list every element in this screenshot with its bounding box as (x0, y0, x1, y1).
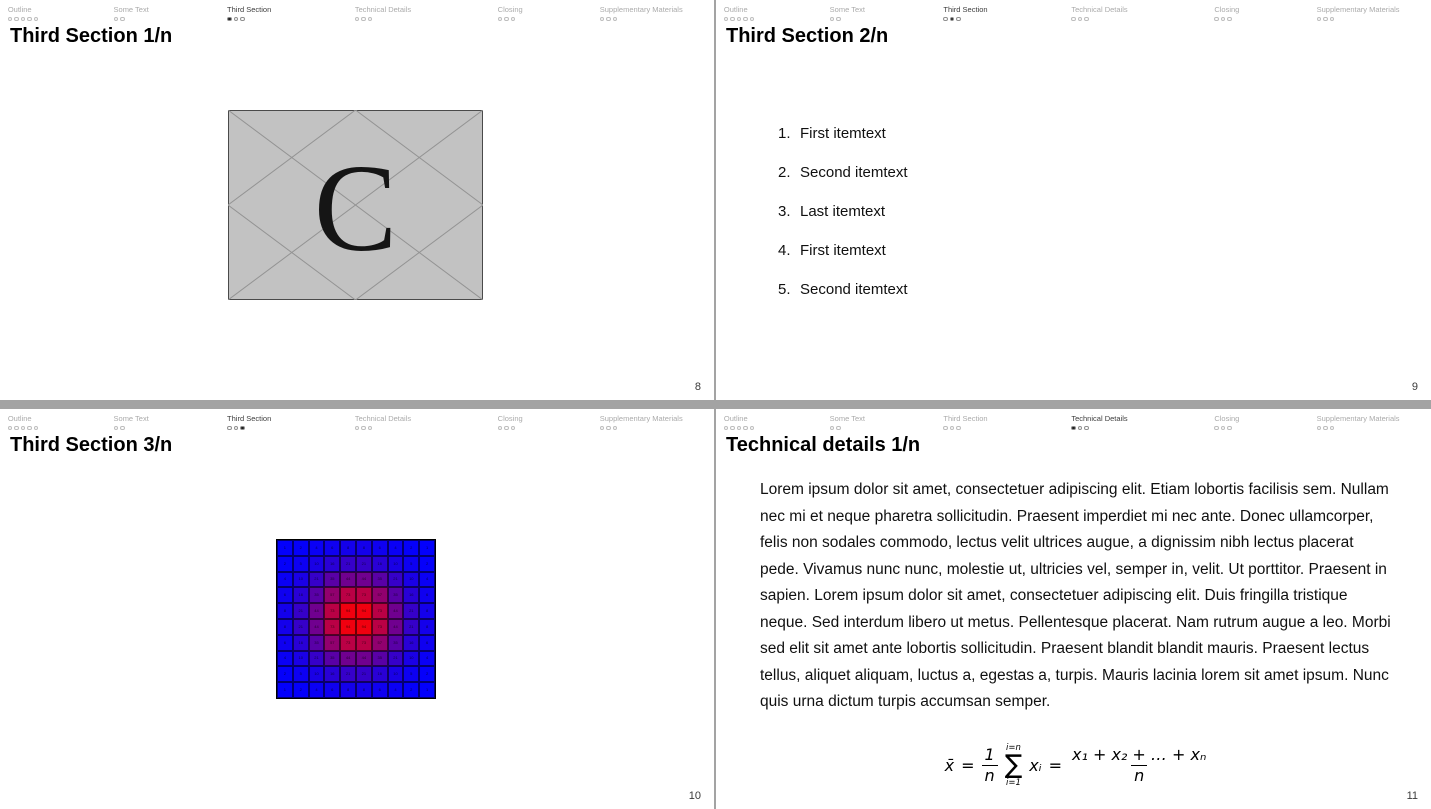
nav-section-supplementary-materials[interactable] (1317, 414, 1400, 430)
slide-dot[interactable] (956, 426, 961, 431)
heatmap-cell: 21 (388, 572, 404, 588)
slide-dot[interactable] (227, 426, 232, 431)
slide-dot[interactable] (14, 426, 19, 431)
heatmap-cell: 2 (277, 666, 293, 682)
heatmap-cell: 8 (340, 540, 356, 556)
slide-dots (355, 426, 411, 431)
heatmap-cell: 2 (403, 540, 419, 556)
slide-dot[interactable] (1227, 17, 1232, 22)
slide-dot[interactable] (368, 17, 373, 22)
nav-section-technical-details[interactable] (1071, 5, 1127, 21)
slide-dot[interactable] (600, 17, 605, 22)
heatmap-cell: 8 (419, 603, 435, 619)
slide-title: Third Section 3/n (10, 434, 173, 456)
heatmap-cell: 6 (277, 635, 293, 651)
example-image-placeholder (228, 110, 483, 300)
heatmap-cell: 44 (388, 619, 404, 635)
nav-section-outline[interactable] (724, 5, 755, 21)
nav-section-label: Supplementary Materials (599, 414, 683, 423)
slide-dot[interactable] (613, 426, 618, 431)
page-number: 10 (688, 790, 701, 802)
nav-section-label: Outline (723, 414, 748, 423)
list-item (778, 242, 908, 260)
slide-dot[interactable] (1084, 17, 1089, 22)
heatmap-cell: 44 (356, 651, 372, 667)
slide-dots (8, 17, 39, 22)
body-paragraph: Lorem ipsum dolor sit amet, consectetuer adipiscing elit. Etiam lobortis facilisis sem. Nullam nec mi et neque pharetra sollicitudin. Praesent imperdiet mi nec ante. Donec ullamcorper, felis non sodales commodo, lectus velit ultrices augue, a dignissim nibh lectus placerat pede. Vivamus nunc nunc, molestie ut, ultricies vel, semper in, velit. Ut porttitor. Praesent in sapien. Lorem ipsum dolor sit amet, consectetuer adipiscing elit. Duis fringilla tristique neque. Sed interdum libero ut metus. Pellentesque placerat. Nam rutrum augue a leo. Morbi sed elit sit amet ante lobortis sollicitudin. Praesent blandit blandit mauris. Praesent lectus tellus, aliquet aliquam, luctus a, egestas a, turpis. Mauris lacinia lorem sit amet ipsum. Nunc quis urna dictum turpis accumsan semper. (760, 481, 1391, 710)
slide-dots (600, 426, 683, 431)
slide-dots (830, 17, 865, 22)
slide-dot[interactable] (120, 426, 125, 431)
formula-equals: = (1048, 756, 1062, 776)
slide-dots (600, 17, 683, 22)
slide-dot[interactable] (1317, 17, 1322, 22)
heatmap-cell: 4 (277, 572, 293, 588)
heatmap-cell: 5 (403, 556, 419, 572)
slide-dot[interactable] (8, 426, 13, 431)
nav-section-label: Some Text (829, 414, 865, 423)
slide-dot[interactable] (114, 426, 119, 431)
nav-section-supplementary-materials[interactable] (1317, 5, 1400, 21)
slide-dot[interactable] (240, 17, 245, 22)
heatmap-cell: 16 (293, 587, 309, 603)
math-formula (760, 743, 1394, 788)
heatmap-cell: 73 (372, 619, 388, 635)
heatmap-cell: 44 (309, 619, 325, 635)
sigma-symbol: ∑ (1004, 750, 1023, 781)
nav-section-technical-details[interactable] (1071, 414, 1127, 430)
nav-section-label: Technical Details (1071, 5, 1128, 14)
heatmap-cell: 2 (277, 556, 293, 572)
slide-dots (724, 426, 755, 431)
heatmap-cell: 73 (356, 635, 372, 651)
heatmap-cell: 44 (356, 572, 372, 588)
slide-dot[interactable] (950, 426, 955, 431)
heatmap-cell: 2 (419, 666, 435, 682)
heatmap-cell: 1 (277, 540, 293, 556)
slide-third-section-3 (0, 409, 714, 809)
slide-dots (943, 17, 987, 22)
fraction-numerator: x₁ + x₂ + … + xₙ (1071, 745, 1207, 765)
list-item-text: Last itemtext (800, 203, 886, 220)
heatmap-cell: 21 (356, 666, 372, 682)
heatmap-cell: 5 (293, 556, 309, 572)
nav-section-label: Supplementary Materials (1316, 5, 1400, 14)
nav-section-label: Supplementary Materials (1316, 414, 1400, 423)
list-item-number: 5. (778, 281, 791, 298)
slide-dot[interactable] (1214, 426, 1219, 431)
heatmap-cell: 6 (372, 682, 388, 698)
nav-section-label: Technical Details (354, 5, 412, 14)
heatmap-cell: 94 (340, 619, 356, 635)
slide-dot[interactable] (724, 17, 729, 22)
heatmap-cell: 21 (340, 666, 356, 682)
heatmap-cell: 4 (419, 572, 435, 588)
nav-header (0, 409, 714, 435)
heatmap-cell: 44 (340, 651, 356, 667)
slide-technical-details-1 (716, 409, 1431, 809)
slide-dot[interactable] (234, 17, 239, 22)
slide-dot[interactable] (1214, 17, 1219, 22)
nav-section-label: Third Section (227, 5, 272, 14)
list-item-number: 1. (778, 125, 791, 142)
slide-dot[interactable] (368, 426, 373, 431)
nav-section-supplementary-materials[interactable] (600, 5, 683, 21)
slide-dot[interactable] (114, 17, 119, 22)
slide-dot[interactable] (730, 17, 735, 22)
heatmap-cell: 73 (324, 603, 340, 619)
heatmap-cell: 73 (340, 587, 356, 603)
slide-dot[interactable] (737, 426, 742, 431)
formula-fraction-1-over-n (982, 745, 998, 786)
slide-dot[interactable] (830, 426, 835, 431)
nav-section-label: Outline (7, 5, 32, 14)
nav-header (716, 0, 1431, 26)
heatmap-cell: 21 (356, 556, 372, 572)
nav-section-label: Outline (7, 414, 32, 423)
slide-dot[interactable] (1084, 426, 1089, 431)
slide-dots (227, 426, 271, 431)
slide-dot[interactable] (21, 17, 26, 22)
heatmap-cell: 4 (277, 651, 293, 667)
heatmap-cell: 4 (388, 682, 404, 698)
heatmap-cell: 4 (388, 540, 404, 556)
formula-fraction-sum-over-n (1069, 745, 1209, 786)
heatmap-cell: 94 (356, 619, 372, 635)
heatmap-cell: 35 (309, 587, 325, 603)
slide-dots (227, 17, 271, 22)
slide-dot[interactable] (943, 426, 948, 431)
heatmap-cell: 35 (324, 651, 340, 667)
slide-dots (1071, 426, 1127, 431)
slide-dot[interactable] (606, 17, 611, 22)
slide-dot[interactable] (1078, 426, 1083, 431)
nav-section-label: Technical Details (1071, 414, 1128, 423)
slide-dot[interactable] (504, 17, 509, 22)
slide-dots (1071, 17, 1127, 22)
heatmap-cell: 2 (419, 556, 435, 572)
nav-section-label: Outline (723, 5, 748, 14)
slide-dot[interactable] (355, 17, 360, 22)
slide-dot[interactable] (600, 426, 605, 431)
nav-section-technical-details[interactable] (355, 414, 411, 430)
heatmap-cell: 8 (277, 619, 293, 635)
nav-section-closing[interactable] (1214, 5, 1239, 21)
heatmap-cell: 73 (372, 603, 388, 619)
nav-section-outline[interactable] (8, 5, 39, 21)
slide-dots (1317, 17, 1400, 22)
slide-dot[interactable] (361, 17, 366, 22)
nav-section-technical-details[interactable] (355, 5, 411, 21)
heatmap-cell: 2 (293, 682, 309, 698)
slide-dot[interactable] (240, 426, 245, 431)
slide-dot[interactable] (956, 17, 961, 22)
slide-dot[interactable] (836, 426, 841, 431)
nav-section-label: Closing (1214, 414, 1240, 423)
heatmap-cell: 21 (293, 619, 309, 635)
slide-third-section-2 (716, 0, 1431, 400)
nav-section-some-text[interactable] (114, 5, 149, 21)
heatmap-cell: 35 (388, 587, 404, 603)
heatmap-cell: 6 (419, 635, 435, 651)
sum-lower-limit: i=1 (1006, 777, 1021, 788)
list-item (778, 203, 908, 221)
nav-section-label: Third Section (943, 414, 988, 423)
slide-dot[interactable] (27, 426, 32, 431)
list-item (778, 281, 908, 299)
slide-title: Third Section 2/n (726, 25, 889, 47)
slide-dots (498, 17, 523, 22)
heatmap-cell: 16 (403, 635, 419, 651)
nav-section-closing[interactable] (498, 5, 523, 21)
nav-section-label: Third Section (943, 5, 988, 14)
slide-dot[interactable] (14, 17, 19, 22)
heatmap-cell: 10 (293, 651, 309, 667)
nav-section-label: Some Text (113, 414, 149, 423)
slide-dots (1317, 426, 1400, 431)
heatmap-cell: 6 (324, 540, 340, 556)
slide-dot[interactable] (724, 426, 729, 431)
heatmap-cell: 21 (403, 619, 419, 635)
page-number: 11 (1406, 790, 1418, 802)
heatmap-cell: 57 (324, 587, 340, 603)
slide-dot[interactable] (1078, 17, 1083, 22)
heatmap-cell: 94 (340, 603, 356, 619)
heatmap-cell: 21 (309, 651, 325, 667)
heatmap-image (276, 539, 436, 699)
heatmap-cell: 57 (372, 635, 388, 651)
slide-dot[interactable] (1330, 17, 1335, 22)
slide-dot[interactable] (750, 426, 755, 431)
heatmap-cell: 21 (340, 556, 356, 572)
slide-dots (724, 17, 755, 22)
heatmap-cell: 8 (277, 603, 293, 619)
nav-section-closing[interactable] (498, 414, 523, 430)
nav-section-third-section[interactable] (943, 5, 987, 21)
list-item (778, 125, 908, 143)
heatmap-cell: 16 (372, 556, 388, 572)
slide-dot[interactable] (120, 17, 125, 22)
heatmap-cell: 1 (419, 682, 435, 698)
heatmap-cell: 35 (372, 572, 388, 588)
slide-dots (498, 426, 523, 431)
placeholder-letter: C (313, 140, 398, 278)
list-item-text: Second itemtext (800, 164, 908, 181)
slide-dot[interactable] (1071, 426, 1076, 431)
heatmap-cell: 44 (388, 603, 404, 619)
slide-dot[interactable] (830, 17, 835, 22)
heatmap-cell: 6 (277, 587, 293, 603)
slide-dots (1214, 426, 1239, 431)
slide-dot[interactable] (836, 17, 841, 22)
slide-dot[interactable] (743, 17, 748, 22)
formula-xbar: x̄ (944, 756, 955, 776)
slide-dot[interactable] (34, 17, 39, 22)
list-item-text: First itemtext (800, 125, 886, 142)
heatmap-cell: 2 (293, 540, 309, 556)
slide-dot[interactable] (743, 426, 748, 431)
heatmap-cell: 4 (309, 540, 325, 556)
formula-summation (1005, 743, 1023, 788)
slide-dot[interactable] (504, 426, 509, 431)
nav-section-label: Third Section (227, 414, 272, 423)
slide-title: Technical details 1/n (726, 434, 921, 456)
heatmap-cell: 8 (356, 540, 372, 556)
heatmap-cell: 21 (403, 603, 419, 619)
slide-dots (114, 426, 149, 431)
slide-dot[interactable] (227, 17, 232, 22)
slide-dots (1214, 17, 1239, 22)
list-item-text: Second itemtext (800, 281, 908, 298)
slide-dot[interactable] (606, 426, 611, 431)
heatmap-cell: 21 (388, 651, 404, 667)
nav-section-some-text[interactable] (830, 414, 865, 430)
slide-dot[interactable] (511, 426, 516, 431)
fraction-numerator: 1 (984, 745, 995, 765)
heatmap-cell: 4 (419, 651, 435, 667)
slide-dots (355, 17, 411, 22)
slide-third-section-1 (0, 0, 714, 400)
heatmap-cell: 73 (340, 635, 356, 651)
heatmap-cell: 10 (403, 572, 419, 588)
nav-section-third-section[interactable] (227, 5, 271, 21)
heatmap-cell: 8 (419, 619, 435, 635)
heatmap-cell: 10 (309, 556, 325, 572)
slide-dot[interactable] (730, 426, 735, 431)
nav-section-some-text[interactable] (114, 414, 149, 430)
heatmap-cell: 73 (356, 587, 372, 603)
slide-dot[interactable] (355, 426, 360, 431)
heatmap-cell: 10 (388, 666, 404, 682)
heatmap-cell: 5 (403, 666, 419, 682)
nav-section-label: Closing (497, 5, 523, 14)
list-item (778, 164, 908, 182)
heatmap-cell: 10 (403, 651, 419, 667)
page-number: 9 (1411, 381, 1418, 393)
heatmap-cell: 10 (309, 666, 325, 682)
heatmap-cell: 16 (403, 587, 419, 603)
heatmap-cell: 73 (324, 619, 340, 635)
heatmap-cell: 1 (277, 682, 293, 698)
heatmap-cell: 35 (388, 635, 404, 651)
slide-dot[interactable] (27, 17, 32, 22)
slide-dot[interactable] (613, 17, 618, 22)
slide-dots (943, 426, 987, 431)
nav-section-label: Closing (497, 414, 523, 423)
heatmap-cell: 10 (293, 572, 309, 588)
heatmap-cell: 16 (324, 556, 340, 572)
slide-dot[interactable] (8, 17, 13, 22)
nav-section-label: Technical Details (354, 414, 412, 423)
heatmap-cell: 21 (293, 603, 309, 619)
formula-equals: = (961, 756, 975, 776)
heatmap-cell: 8 (340, 682, 356, 698)
heatmap-cell: 16 (372, 666, 388, 682)
heatmap-cell: 6 (372, 540, 388, 556)
nav-section-label: Some Text (113, 5, 149, 14)
slide-dot[interactable] (1227, 426, 1232, 431)
slide-dots (830, 426, 865, 431)
nav-section-third-section[interactable] (943, 414, 987, 430)
slide-dot[interactable] (511, 17, 516, 22)
heatmap-cell: 6 (324, 682, 340, 698)
slide-dot[interactable] (1071, 17, 1076, 22)
nav-section-closing[interactable] (1214, 414, 1239, 430)
slide-dot[interactable] (943, 17, 948, 22)
nav-header (716, 409, 1431, 435)
nav-section-some-text[interactable] (830, 5, 865, 21)
heatmap-cell: 16 (293, 635, 309, 651)
heatmap-cell: 44 (340, 572, 356, 588)
page-number: 8 (694, 381, 701, 393)
heatmap-cell: 21 (309, 572, 325, 588)
heatmap-cell: 35 (309, 635, 325, 651)
nav-section-outline[interactable] (8, 414, 39, 430)
slide-dot[interactable] (1323, 426, 1328, 431)
list-item-number: 2. (778, 164, 791, 181)
slide-dot[interactable] (1330, 426, 1335, 431)
slide-dot[interactable] (950, 17, 955, 22)
heatmap-cell: 6 (419, 587, 435, 603)
heatmap-cell: 35 (372, 651, 388, 667)
heatmap-cell: 35 (324, 572, 340, 588)
slide-dots (114, 17, 149, 22)
heatmap-cell: 57 (372, 587, 388, 603)
slide-dot[interactable] (1221, 17, 1226, 22)
list-item-text: First itemtext (800, 242, 886, 259)
slide-dot[interactable] (1323, 17, 1328, 22)
slide-dot[interactable] (737, 17, 742, 22)
formula-term-xi: xᵢ (1029, 756, 1042, 776)
slide-dot[interactable] (34, 426, 39, 431)
slide-dot[interactable] (21, 426, 26, 431)
nav-section-outline[interactable] (724, 414, 755, 430)
fraction-denominator: n (982, 765, 998, 786)
heatmap-cell: 4 (309, 682, 325, 698)
nav-section-supplementary-materials[interactable] (600, 414, 683, 430)
enumerated-list (778, 125, 908, 320)
heatmap-cell: 94 (356, 603, 372, 619)
sum-upper-limit: i=n (1006, 743, 1021, 753)
slide-dot[interactable] (750, 17, 755, 22)
heatmap-cell: 5 (293, 666, 309, 682)
nav-header (0, 0, 714, 26)
slide-dot[interactable] (361, 426, 366, 431)
slide-dots (8, 426, 39, 431)
slide-dot[interactable] (498, 426, 503, 431)
fraction-denominator: n (1131, 765, 1147, 786)
heatmap-cell: 1 (419, 540, 435, 556)
nav-section-label: Closing (1214, 5, 1240, 14)
heatmap-cell: 10 (388, 556, 404, 572)
slide-dot[interactable] (1221, 426, 1226, 431)
slide-dot[interactable] (234, 426, 239, 431)
heatmap-cell: 44 (309, 603, 325, 619)
heatmap-cell: 16 (324, 666, 340, 682)
slide-dot[interactable] (1317, 426, 1322, 431)
nav-section-third-section[interactable] (227, 414, 271, 430)
nav-section-label: Supplementary Materials (599, 5, 683, 14)
heatmap-cell: 57 (324, 635, 340, 651)
nav-section-label: Some Text (829, 5, 865, 14)
list-item-number: 4. (778, 242, 791, 259)
list-item-number: 3. (778, 203, 791, 220)
heatmap-cell: 8 (356, 682, 372, 698)
slide-title: Third Section 1/n (10, 25, 173, 47)
heatmap-cell: 2 (403, 682, 419, 698)
slide-dot[interactable] (498, 17, 503, 22)
